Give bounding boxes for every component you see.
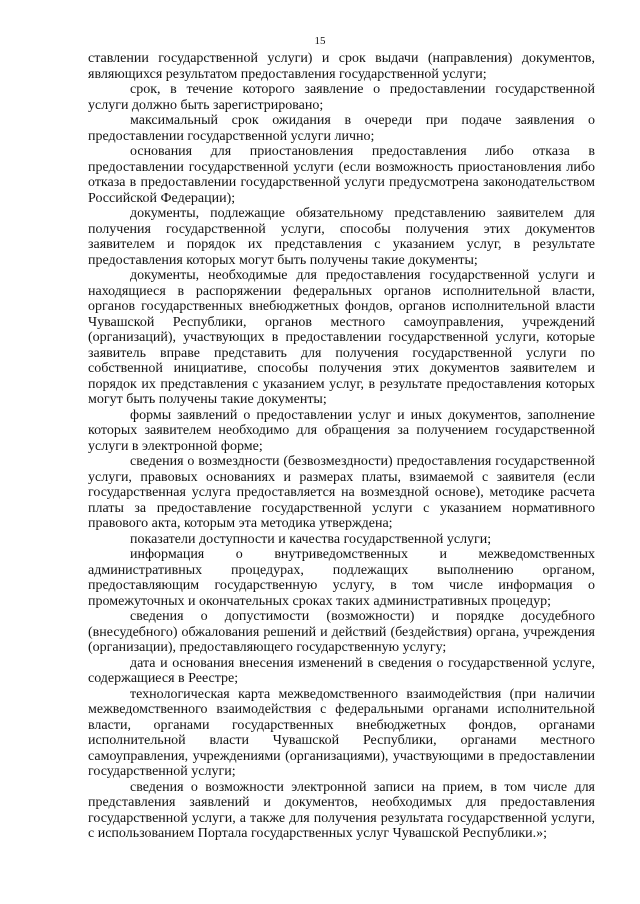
page-number: 15 xyxy=(314,35,326,47)
paragraph: показатели доступности и качества государственной услуги; xyxy=(130,531,492,547)
paragraph: срок, в течение которого заявление о предоставлении государственной услуги должно быть зарегистрировано; xyxy=(88,82,595,113)
paragraph: информация о внутриведомственных и межведомственных административных процедурах, подлежащих выполнению органом, предоставляющим государственную услугу, в том числе информация о промежуточных и окончательных сроках таких административных процедур; xyxy=(88,547,595,609)
document-body xyxy=(88,51,595,842)
paragraph: сведения о возмездности (безвозмездности) предоставления государственной услуги, правовых основаниях и размерах платы, взимаемой с заявителя (если государственная услуга предоставляется на возмездной основе), методике расчета платы за предоставление государственной услуги с указанием нормативного правового акта, которым эта методика утверждена; xyxy=(88,454,595,531)
paragraph: сведения о возможности электронной записи на прием, в том числе для представления заявлений и документов, необходимых для предоставления государственной услуги, а также для получения результата государственной услуги, с использованием Портала государственных услуг Чувашской Республики.»; xyxy=(88,779,595,841)
paragraph: сведения о допустимости (возможности) и порядке досудебного (внесудебного) обжалования решений и действий (бездействия) органа, учреждения (организации), предоставляющего государственную услугу; xyxy=(88,609,595,655)
paragraph: дата и основания внесения изменений в сведения о государственной услуге, содержащиеся в Реестре; xyxy=(88,655,595,686)
paragraph: основания для приостановления предоставления либо отказа в предоставлении государственной услуги (если возможность приостановления либо отказа в предоставлении государственной услуги предусмотрена законодательством Российской Федерации); xyxy=(88,144,595,206)
paragraph: документы, необходимые для предоставления государственной услуги и находящиеся в распоряжении федеральных органов исполнительной власти, органов государственных внебюджетных фондов, органов исполнительной власти Чувашской Республики, органов местного самоуправления, учреждений (организаций), участвующих в предоставлении государственной услуги, которые заявитель вправе представить для получения государственной услуги по собственной инициативе, способы получения этих документов заявителем и порядок их представления с указанием услуг, в результате предоставления которых могут быть получены такие документы; xyxy=(88,268,595,407)
paragraph: максимальный срок ожидания в очереди при подаче заявления о предоставлении государственной услуги лично; xyxy=(88,113,595,144)
paragraph: технологическая карта межведомственного взаимодействия (при наличии межведомственного взаимодействия с федеральными органами исполнительной власти, органами государственных внебюджетных фондов, органами исполнительной власти Чувашской Республики, органами местного самоуправления, учреждениями (организациями), участвующими в предоставлении государственной услуги; xyxy=(88,686,595,779)
paragraph: формы заявлений о предоставлении услуг и иных документов, заполнение которых заявителем необходимо для обращения за получением государственной услуги в электронной форме; xyxy=(88,407,595,454)
paragraph: документы, подлежащие обязательному представлению заявителем для получения государственной услуги, способы получения этих документов заявителем и порядок их представления с указанием услуг, в результате предоставления которых могут быть получены такие документы; xyxy=(88,206,595,268)
paragraph-continuation: ставлении государственной услуги) и срок выдачи (направления) документов, являющихся результатом предоставления государственной услуги; xyxy=(88,51,595,82)
